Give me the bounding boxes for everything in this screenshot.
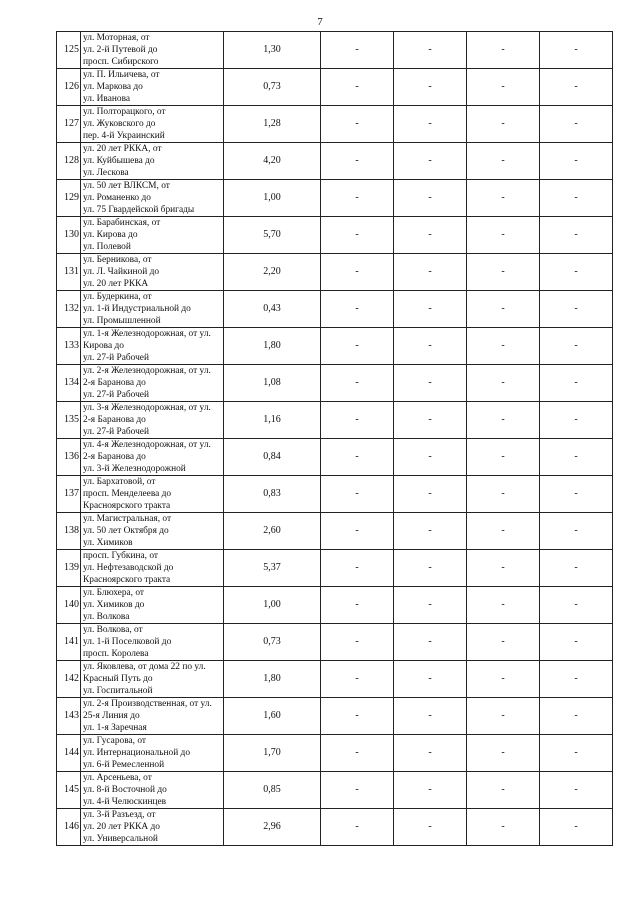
empty-value-cell: -	[467, 32, 540, 69]
empty-value-cell: -	[467, 735, 540, 772]
empty-value-cell: -	[321, 32, 394, 69]
table-row	[57, 180, 613, 217]
length-value: 2,20	[224, 254, 321, 291]
empty-value-cell: -	[540, 328, 613, 365]
empty-value-cell: -	[321, 550, 394, 587]
row-number: 141	[57, 624, 81, 661]
table-row	[57, 143, 613, 180]
street-description	[81, 550, 224, 587]
length-value: 5,70	[224, 217, 321, 254]
street-description-line: ул. Госпитальной	[83, 686, 153, 696]
street-description-line: ул. Иванова	[83, 94, 131, 104]
empty-value-cell: -	[540, 217, 613, 254]
table-row	[57, 69, 613, 106]
row-number: 126	[57, 69, 81, 106]
row-number: 138	[57, 513, 81, 550]
empty-value-cell: -	[394, 328, 467, 365]
empty-value-cell: -	[321, 106, 394, 143]
roads-table-body	[57, 32, 613, 846]
street-description-line: ул. 20 лет РККА, от	[83, 144, 162, 154]
street-description-line: ул. 3-й Железнодорожной	[83, 464, 186, 474]
empty-value-cell: -	[540, 550, 613, 587]
row-number: 144	[57, 735, 81, 772]
length-value: 1,30	[224, 32, 321, 69]
street-description-line: ул. Химиков до	[83, 600, 145, 610]
street-description	[81, 180, 224, 217]
empty-value-cell: -	[394, 291, 467, 328]
length-value: 1,00	[224, 587, 321, 624]
empty-value-cell: -	[321, 439, 394, 476]
length-value: 1,00	[224, 180, 321, 217]
street-description-line: ул. Жуковского до	[83, 119, 156, 129]
empty-value-cell: -	[540, 661, 613, 698]
empty-value-cell: -	[394, 402, 467, 439]
street-description-line: ул. Бархатовой, от	[83, 477, 156, 487]
table-row	[57, 291, 613, 328]
street-description-line: просп. Сибирского	[83, 57, 159, 67]
empty-value-cell: -	[540, 291, 613, 328]
empty-value-cell: -	[540, 32, 613, 69]
street-description-line: ул. Лескова	[83, 168, 129, 178]
length-value: 1,80	[224, 661, 321, 698]
empty-value-cell: -	[467, 180, 540, 217]
street-description	[81, 402, 224, 439]
street-description-line: ул. 75 Гвардейской бригады	[83, 205, 195, 215]
length-value: 4,20	[224, 143, 321, 180]
length-value: 1,28	[224, 106, 321, 143]
street-description-line: ул. 4-й Челюскинцев	[83, 797, 167, 807]
table-row	[57, 587, 613, 624]
table-row	[57, 513, 613, 550]
empty-value-cell: -	[540, 180, 613, 217]
street-description-line: ул. Гусарова, от	[83, 736, 147, 746]
empty-value-cell: -	[394, 550, 467, 587]
table-row	[57, 550, 613, 587]
empty-value-cell: -	[467, 809, 540, 846]
street-description-line: просп. Менделеева до	[83, 489, 172, 499]
empty-value-cell: -	[321, 69, 394, 106]
table-row	[57, 698, 613, 735]
street-description	[81, 32, 224, 69]
street-description-line: Кирова до	[83, 341, 124, 351]
length-value: 0,73	[224, 624, 321, 661]
empty-value-cell: -	[467, 550, 540, 587]
table-row	[57, 624, 613, 661]
street-description-line: ул. 1-я Заречная	[83, 723, 147, 733]
street-description-line: ул. Берникова, от	[83, 255, 152, 265]
length-value: 0,85	[224, 772, 321, 809]
empty-value-cell: -	[467, 772, 540, 809]
length-value: 5,37	[224, 550, 321, 587]
street-description-line: ул. 27-й Рабочей	[83, 390, 149, 400]
street-description-line: ул. 1-я Железнодорожная, от ул.	[83, 329, 211, 339]
length-value: 0,73	[224, 69, 321, 106]
street-description-line: ул. Магистральная, от	[83, 514, 172, 524]
street-description	[81, 772, 224, 809]
street-description-line: ул. Нефтезаводской до	[83, 563, 174, 573]
empty-value-cell: -	[394, 106, 467, 143]
street-description-line: 2-я Баранова до	[83, 415, 146, 425]
street-description	[81, 143, 224, 180]
empty-value-cell: -	[467, 513, 540, 550]
empty-value-cell: -	[540, 365, 613, 402]
street-description-line: ул. Промышленной	[83, 316, 161, 326]
page-number: 7	[317, 16, 323, 28]
empty-value-cell: -	[467, 365, 540, 402]
empty-value-cell: -	[394, 69, 467, 106]
empty-value-cell: -	[321, 328, 394, 365]
street-description-line: ул. Полторацкого, от	[83, 107, 166, 117]
table-row	[57, 328, 613, 365]
street-description	[81, 254, 224, 291]
row-number: 136	[57, 439, 81, 476]
empty-value-cell: -	[394, 180, 467, 217]
length-value: 1,70	[224, 735, 321, 772]
table-row	[57, 439, 613, 476]
empty-value-cell: -	[467, 217, 540, 254]
street-description-line: ул. 27-й Рабочей	[83, 427, 149, 437]
empty-value-cell: -	[540, 402, 613, 439]
empty-value-cell: -	[321, 735, 394, 772]
empty-value-cell: -	[394, 143, 467, 180]
street-description-line: ул. 3-я Железнодорожная, от ул.	[83, 403, 211, 413]
empty-value-cell: -	[540, 439, 613, 476]
length-value: 1,08	[224, 365, 321, 402]
empty-value-cell: -	[394, 735, 467, 772]
empty-value-cell: -	[321, 809, 394, 846]
table-row	[57, 772, 613, 809]
empty-value-cell: -	[321, 143, 394, 180]
empty-value-cell: -	[394, 772, 467, 809]
street-description	[81, 513, 224, 550]
empty-value-cell: -	[321, 365, 394, 402]
length-value: 1,80	[224, 328, 321, 365]
street-description-line: ул. 50 лет ВЛКСМ, от	[83, 181, 170, 191]
empty-value-cell: -	[467, 476, 540, 513]
row-number: 133	[57, 328, 81, 365]
empty-value-cell: -	[394, 624, 467, 661]
row-number: 128	[57, 143, 81, 180]
street-description-line: ул. Кирова до	[83, 230, 138, 240]
street-description-line: ул. 20 лет РККА до	[83, 822, 160, 832]
street-description-line: ул. 4-я Железнодорожная, от ул.	[83, 440, 211, 450]
row-number: 142	[57, 661, 81, 698]
street-description-line: ул. Блюхера, от	[83, 588, 145, 598]
street-description-line: ул. Полевой	[83, 242, 131, 252]
row-number: 131	[57, 254, 81, 291]
length-value: 2,96	[224, 809, 321, 846]
street-description	[81, 69, 224, 106]
street-description-line: ул. Универсальной	[83, 834, 158, 844]
empty-value-cell: -	[540, 254, 613, 291]
street-description	[81, 439, 224, 476]
row-number: 139	[57, 550, 81, 587]
street-description-line: ул. 20 лет РККА	[83, 279, 149, 289]
street-description-line: ул. 50 лет Октября до	[83, 526, 169, 536]
empty-value-cell: -	[540, 143, 613, 180]
length-value: 1,60	[224, 698, 321, 735]
street-description-line: ул. Будеркина, от	[83, 292, 152, 302]
empty-value-cell: -	[394, 809, 467, 846]
empty-value-cell: -	[467, 143, 540, 180]
empty-value-cell: -	[540, 106, 613, 143]
street-description	[81, 624, 224, 661]
empty-value-cell: -	[467, 69, 540, 106]
street-description	[81, 698, 224, 735]
street-description-line: Красный Путь до	[83, 674, 153, 684]
empty-value-cell: -	[321, 587, 394, 624]
empty-value-cell: -	[321, 772, 394, 809]
street-description-line: Красноярского тракта	[83, 501, 171, 511]
empty-value-cell: -	[321, 402, 394, 439]
street-description	[81, 476, 224, 513]
row-number: 135	[57, 402, 81, 439]
street-description-line: ул. 2-я Производственная, от ул.	[83, 699, 212, 709]
street-description-line: ул. 1-й Индустриальной до	[83, 304, 191, 314]
empty-value-cell: -	[467, 439, 540, 476]
length-value: 0,84	[224, 439, 321, 476]
table-row	[57, 476, 613, 513]
empty-value-cell: -	[540, 772, 613, 809]
empty-value-cell: -	[540, 513, 613, 550]
row-number: 143	[57, 698, 81, 735]
empty-value-cell: -	[394, 661, 467, 698]
empty-value-cell: -	[394, 217, 467, 254]
empty-value-cell: -	[394, 365, 467, 402]
empty-value-cell: -	[321, 254, 394, 291]
empty-value-cell: -	[467, 587, 540, 624]
street-description-line: ул. 6-й Ремесленной	[83, 760, 165, 770]
street-description	[81, 217, 224, 254]
street-description-line: ул. 3-й Разъезд, от	[83, 810, 156, 820]
empty-value-cell: -	[394, 698, 467, 735]
empty-value-cell: -	[467, 254, 540, 291]
street-description-line: ул. Барабинская, от	[83, 218, 161, 228]
empty-value-cell: -	[321, 180, 394, 217]
row-number: 145	[57, 772, 81, 809]
street-description	[81, 365, 224, 402]
street-description-line: ул. П. Ильичева, от	[83, 70, 160, 80]
empty-value-cell: -	[540, 735, 613, 772]
empty-value-cell: -	[467, 328, 540, 365]
street-description	[81, 587, 224, 624]
empty-value-cell: -	[394, 476, 467, 513]
table-row	[57, 661, 613, 698]
length-value: 2,60	[224, 513, 321, 550]
street-description-line: ул. Волкова	[83, 612, 130, 622]
empty-value-cell: -	[321, 698, 394, 735]
row-number: 134	[57, 365, 81, 402]
row-number: 140	[57, 587, 81, 624]
empty-value-cell: -	[467, 291, 540, 328]
street-description-line: ул. Моторная, от	[83, 33, 150, 43]
street-description-line: 2-я Баранова до	[83, 378, 146, 388]
row-number: 130	[57, 217, 81, 254]
empty-value-cell: -	[540, 624, 613, 661]
row-number: 129	[57, 180, 81, 217]
table-row	[57, 735, 613, 772]
row-number: 127	[57, 106, 81, 143]
street-description-line: Красноярского тракта	[83, 575, 171, 585]
street-description-line: ул. Л. Чайкиной до	[83, 267, 160, 277]
length-value: 1,16	[224, 402, 321, 439]
street-description-line: ул. Волкова, от	[83, 625, 143, 635]
empty-value-cell: -	[321, 624, 394, 661]
street-description-line: ул. 2-я Железнодорожная, от ул.	[83, 366, 211, 376]
empty-value-cell: -	[394, 513, 467, 550]
empty-value-cell: -	[467, 402, 540, 439]
row-number: 125	[57, 32, 81, 69]
street-description-line: ул. 27-й Рабочей	[83, 353, 149, 363]
empty-value-cell: -	[467, 106, 540, 143]
street-description	[81, 661, 224, 698]
street-description-line: ул. Маркова до	[83, 82, 143, 92]
empty-value-cell: -	[394, 32, 467, 69]
empty-value-cell: -	[394, 439, 467, 476]
empty-value-cell: -	[540, 476, 613, 513]
street-description-line: ул. Химиков	[83, 538, 133, 548]
length-value: 0,83	[224, 476, 321, 513]
table-row	[57, 106, 613, 143]
table-row	[57, 809, 613, 846]
street-description	[81, 106, 224, 143]
empty-value-cell: -	[321, 291, 394, 328]
table-row	[57, 32, 613, 69]
street-description-line: ул. 1-й Поселковой до	[83, 637, 172, 647]
empty-value-cell: -	[321, 217, 394, 254]
street-description	[81, 735, 224, 772]
empty-value-cell: -	[467, 661, 540, 698]
street-description-line: пер. 4-й Украинский	[83, 131, 165, 141]
length-value: 0,43	[224, 291, 321, 328]
roads-table	[56, 31, 613, 846]
empty-value-cell: -	[540, 69, 613, 106]
street-description	[81, 328, 224, 365]
street-description-line: ул. 2-й Путевой до	[83, 45, 158, 55]
row-number: 132	[57, 291, 81, 328]
street-description	[81, 291, 224, 328]
table-row	[57, 365, 613, 402]
empty-value-cell: -	[321, 476, 394, 513]
street-description-line: просп. Королева	[83, 649, 149, 659]
street-description-line: 2-я Баранова до	[83, 452, 146, 462]
empty-value-cell: -	[321, 661, 394, 698]
empty-value-cell: -	[394, 254, 467, 291]
street-description-line: ул. Яковлева, от дома 22 по ул.	[83, 662, 206, 672]
street-description-line: ул. Куйбышева до	[83, 156, 155, 166]
row-number: 137	[57, 476, 81, 513]
empty-value-cell: -	[394, 587, 467, 624]
empty-value-cell: -	[540, 587, 613, 624]
empty-value-cell: -	[321, 513, 394, 550]
street-description-line: ул. Арсеньева, от	[83, 773, 152, 783]
table-row	[57, 217, 613, 254]
row-number: 146	[57, 809, 81, 846]
empty-value-cell: -	[467, 698, 540, 735]
street-description-line: просп. Губкина, от	[83, 551, 158, 561]
empty-value-cell: -	[540, 809, 613, 846]
table-row	[57, 402, 613, 439]
empty-value-cell: -	[467, 624, 540, 661]
street-description-line: ул. Интернациональной до	[83, 748, 191, 758]
table-row	[57, 254, 613, 291]
street-description-line: ул. 8-й Восточной до	[83, 785, 167, 795]
empty-value-cell: -	[540, 698, 613, 735]
street-description	[81, 809, 224, 846]
street-description-line: 25-я Линия до	[83, 711, 140, 721]
street-description-line: ул. Романенко до	[83, 193, 151, 203]
